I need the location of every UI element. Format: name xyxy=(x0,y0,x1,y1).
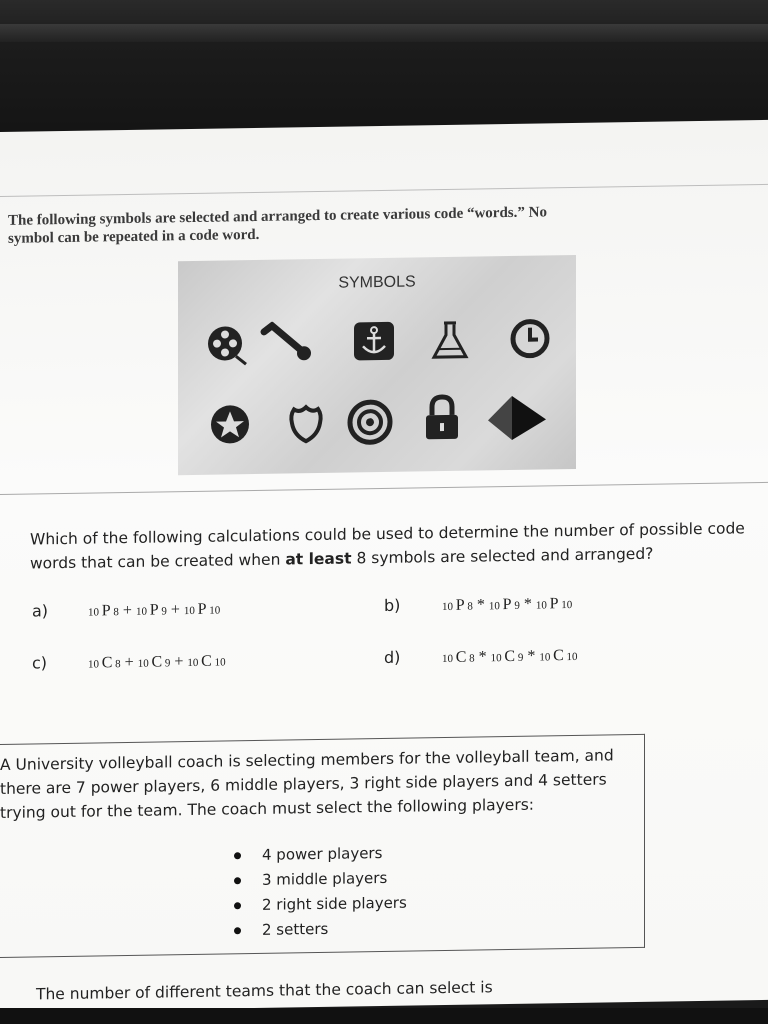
option-d-label[interactable]: d) xyxy=(384,647,401,667)
list-item-text: 4 power players xyxy=(262,843,383,864)
option-b-formula[interactable] xyxy=(442,595,572,615)
option-a-label[interactable]: a) xyxy=(32,601,49,621)
option-d-formula[interactable] xyxy=(442,647,578,667)
screen-content xyxy=(0,120,768,1012)
bullet-icon xyxy=(234,852,241,859)
formula-term: 10 C 10 xyxy=(539,647,578,665)
formula-term: 10 C 9 xyxy=(137,653,171,671)
question1-text xyxy=(8,201,708,248)
question3-line2: there are 7 power players, 6 middle players, 3 right side players and 4 setters xyxy=(0,770,607,798)
monitor-frame-edge xyxy=(0,24,768,42)
shield-icon xyxy=(286,401,326,446)
formula-term: 10 C 9 xyxy=(490,647,524,666)
film-reel-icon xyxy=(206,324,248,367)
list-item-text: 2 right side players xyxy=(262,893,407,914)
monitor-bezel-top xyxy=(0,0,768,140)
list-item-text: 3 middle players xyxy=(262,868,388,889)
operator: * xyxy=(474,648,491,666)
question2-emphasis: at least xyxy=(285,549,352,569)
requirements-list xyxy=(230,841,407,944)
operator: * xyxy=(523,647,540,665)
formula-term: 10 C 10 xyxy=(187,652,226,670)
bullet-icon xyxy=(234,902,241,909)
padlock-icon xyxy=(422,393,462,444)
option-c-formula[interactable] xyxy=(88,652,226,672)
anchor-icon xyxy=(352,320,396,363)
operator: * xyxy=(472,596,489,614)
symbols-title: SYMBOLS xyxy=(338,273,416,292)
operator: + xyxy=(120,653,138,672)
question3-followup: The number of different teams that the coach can select is xyxy=(36,978,493,1004)
list-item xyxy=(230,916,407,944)
bullet-icon xyxy=(234,927,241,934)
formula-term: 10 C 8 xyxy=(442,648,475,666)
clock-icon xyxy=(508,317,552,360)
list-item xyxy=(230,891,407,919)
operator: + xyxy=(166,601,184,619)
formula-term: 10 P 9 xyxy=(135,601,167,619)
pyramid-icon xyxy=(482,391,552,442)
question3-line1: A University volleyball coach is selecting members for the volleyball team, and xyxy=(0,746,614,774)
formula-term: 10 P 8 xyxy=(442,596,473,614)
question3-line3: trying out for the team. The coach must select the following players: xyxy=(0,795,535,822)
question2-text-a: words that can be created when xyxy=(30,550,286,573)
option-a-formula[interactable] xyxy=(88,601,220,621)
symbols-panel xyxy=(178,255,576,475)
monitor-bezel-bottom xyxy=(0,1008,768,1024)
formula-term: 10 P 10 xyxy=(535,595,573,613)
operator: + xyxy=(118,601,136,620)
list-item xyxy=(230,841,407,869)
divider-middle xyxy=(0,482,768,495)
question3-box xyxy=(0,734,645,958)
flask-icon xyxy=(430,319,470,362)
target-icon xyxy=(346,398,394,447)
question2-line1: Which of the following calculations could be used to determine the number of possible code xyxy=(30,519,745,549)
formula-term: 10 P 8 xyxy=(88,602,119,620)
formula-term: 10 P 9 xyxy=(488,595,520,614)
operator: * xyxy=(519,595,536,613)
operator: + xyxy=(170,653,188,671)
question3-text xyxy=(0,743,636,825)
divider-top xyxy=(0,184,768,197)
formula-term: 10 C 8 xyxy=(88,654,121,672)
option-c-label[interactable]: c) xyxy=(32,653,48,673)
question2-prompt xyxy=(30,516,768,576)
question2-text-b: 8 symbols are selected and arranged? xyxy=(351,544,654,568)
list-item xyxy=(230,866,407,894)
question1-line2: symbol can be repeated in a code word. xyxy=(8,226,260,247)
star-badge-icon xyxy=(208,402,252,447)
formula-term: 10 P 10 xyxy=(183,600,221,618)
bullet-icon xyxy=(234,877,241,884)
option-b-label[interactable]: b) xyxy=(384,595,401,615)
question1-line1: The following symbols are selected and arranged to create various code “words.” No xyxy=(8,204,547,229)
list-item-text: 2 setters xyxy=(262,919,329,939)
wrench-icon xyxy=(258,321,318,366)
